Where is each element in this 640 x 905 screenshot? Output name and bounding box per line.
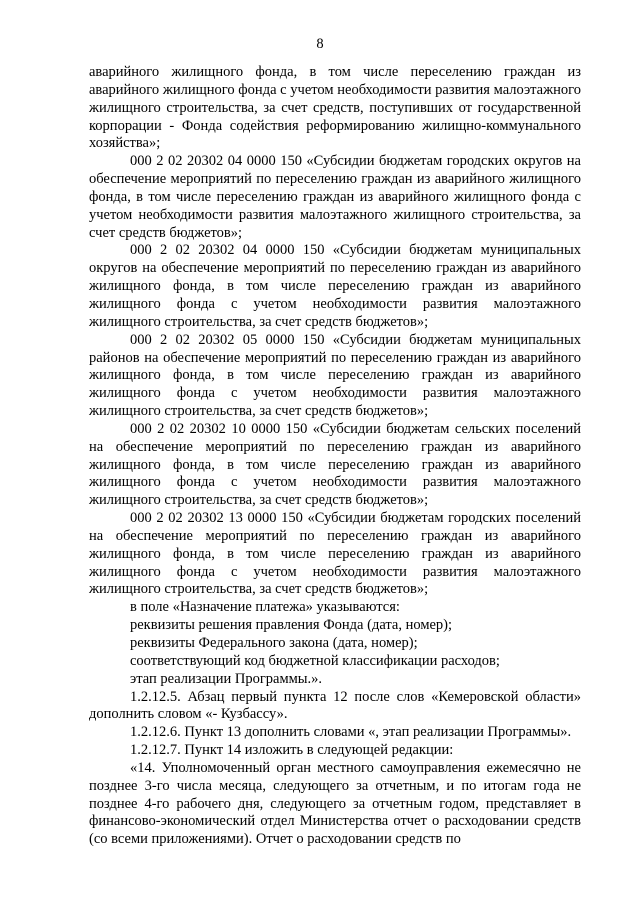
paragraph: в поле «Назначение платежа» указываются:	[130, 599, 400, 616]
paragraph: «14. Уполномоченный орган местного самоуправления ежемесячно не позднее 3-го числа месяца, следующего за отчетным, и по итогам года не позднее 4-го рабочего дня, следующего за отчетным годом, представляет в финансово-экономический отдел Министерства отчет о расходовании средств (со всеми приложениями). Отчет о расходовании средств по	[89, 759, 581, 848]
document-body	[89, 64, 581, 849]
paragraph: 000 2 02 20302 04 0000 150 «Субсидии бюджетам муниципальных округов на обеспечение мероприятий по переселению граждан из аварийного жилищного фонда, в том числе переселению граждан из аварийного жилищного фонда с учетом необходимости развития малоэтажного жилищного строительства, за счет средств бюджетов»;	[89, 242, 581, 330]
paragraph: реквизиты решения правления Фонда (дата, номер);	[130, 617, 453, 634]
paragraph: 000 2 02 20302 04 0000 150 «Субсидии бюджетам городских округов на обеспечение мероприятий по переселению граждан из аварийного жилищного фонда, в том числе переселению граждан из аварийного жилищного фонда с учетом необходимости развития малоэтажного жилищного строительства, за счет средств бюджетов»;	[89, 153, 581, 241]
paragraph: 000 2 02 20302 05 0000 150 «Субсидии бюджетам муниципальных районов на обеспечение мероприятий по переселению граждан из аварийного жилищного фонда, в том числе переселению граждан из аварийного жилищного фонда с учетом необходимости развития малоэтажного жилищного строительства, за счет средств бюджетов»;	[89, 331, 581, 420]
paragraph: 000 2 02 20302 10 0000 150 «Субсидии бюджетам сельских поселений на обеспечение мероприятий по переселению граждан из аварийного жилищного фонда, в том числе переселению граждан из аварийного жилищного фонда с учетом необходимости развития малоэтажного жилищного строительства, за счет средств бюджетов»;	[89, 420, 581, 509]
paragraph: соответствующий код бюджетной классификации расходов;	[130, 652, 500, 669]
paragraph: 1.2.12.7. Пункт 14 изложить в следующей редакции:	[130, 742, 454, 759]
paragraph: 1.2.12.6. Пункт 13 дополнить словами «, этап реализации Программы».	[130, 724, 572, 741]
paragraph: 1.2.12.5. Абзац первый пункта 12 после слов «Кемеровской области» дополнить словом «- Кузбассу».	[89, 688, 581, 723]
paragraph: этап реализации Программы.».	[130, 670, 323, 687]
paragraph: аварийного жилищного фонда, в том числе переселению граждан из аварийного жилищного фонда с учетом необходимости развития малоэтажного жилищного строительства, за счет средств, поступивших от государственной корпорации - Фонда содействия реформированию жилищно-коммунального хозяйства»;	[89, 64, 581, 152]
page-number: 8	[316, 36, 324, 52]
paragraph: 000 2 02 20302 13 0000 150 «Субсидии бюджетам городских поселений на обеспечение мероприятий по переселению граждан из аварийного жилищного фонда, в том числе переселению граждан из аварийного жилищного фонда с учетом необходимости развития малоэтажного жилищного строительства, за счет средств бюджетов»;	[89, 510, 581, 598]
paragraph: реквизиты Федерального закона (дата, номер);	[130, 635, 418, 651]
